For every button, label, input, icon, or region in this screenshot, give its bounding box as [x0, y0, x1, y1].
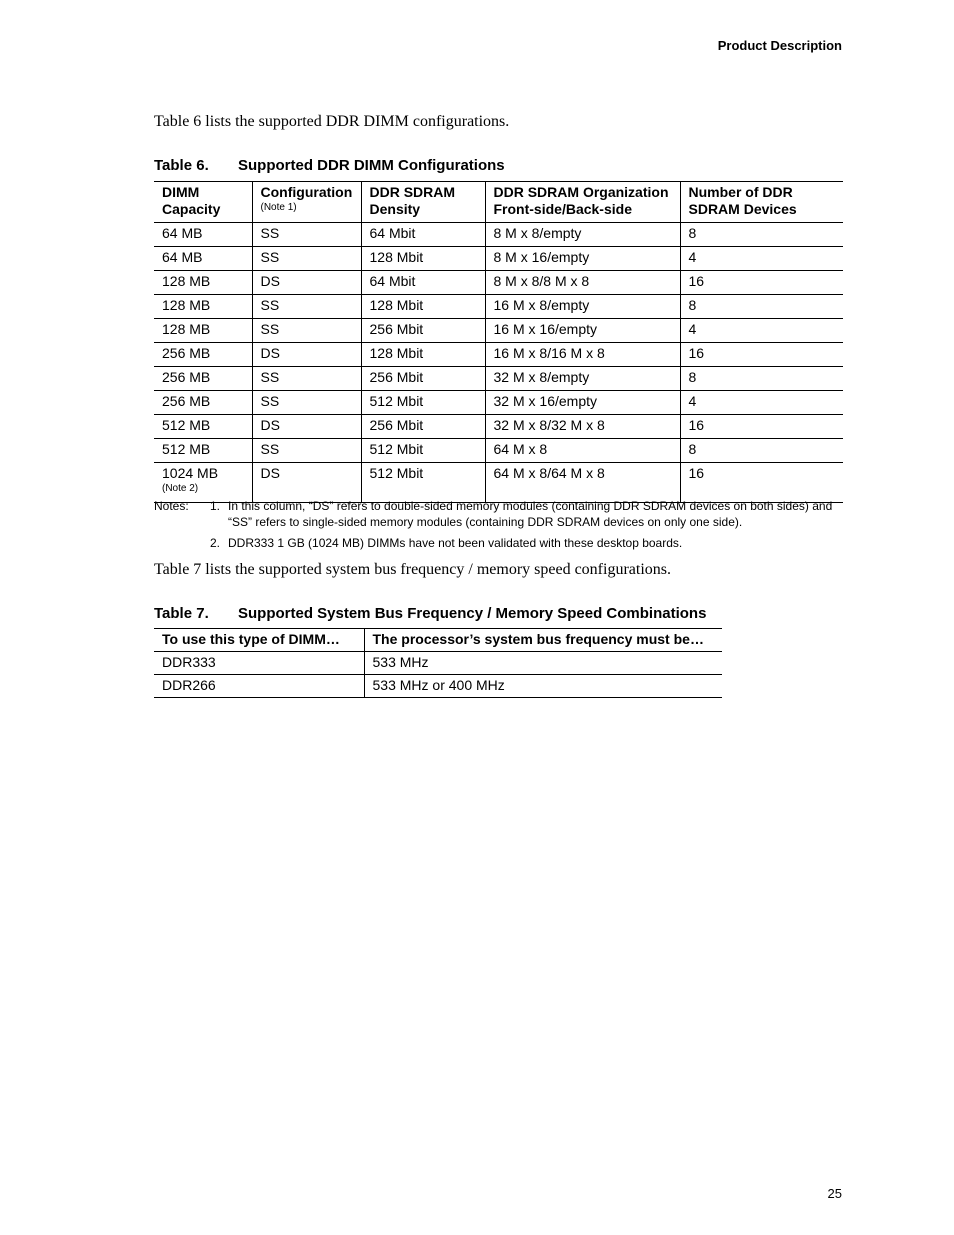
table7-caption — [154, 605, 706, 622]
header-dimm-type: To use this type of DIMM… — [154, 629, 364, 652]
cell-device-count: 16 — [680, 415, 843, 439]
cell-density: 64 Mbit — [361, 271, 485, 295]
cell-device-count: 16 — [680, 343, 843, 367]
cell-density: 256 Mbit — [361, 415, 485, 439]
running-header: Product Description — [717, 38, 842, 53]
cell-organization: 32 M x 8/empty — [485, 367, 680, 391]
table6-number: Table 6. — [154, 157, 209, 174]
cell-density: 64 Mbit — [361, 223, 485, 247]
cell-density: 256 Mbit — [361, 319, 485, 343]
table7-intro-paragraph: Table 7 lists the supported system bus frequency / memory speed configurations. — [154, 561, 671, 578]
table6-title: Supported DDR DIMM Configurations — [238, 157, 505, 174]
table-row — [154, 247, 843, 271]
header-note-ref: (Note 1) — [260, 202, 297, 213]
cell-device-count: 8 — [680, 295, 843, 319]
cell-dimm-type: DDR266 — [162, 677, 216, 693]
cell-organization: 64 M x 8/64 M x 8 — [485, 463, 680, 503]
header-organization: DDR SDRAM Organization Front-side/Back-side — [485, 182, 680, 223]
cell-device-count: 8 — [680, 439, 843, 463]
table-row — [154, 271, 843, 295]
page-number: 25 — [827, 1186, 842, 1201]
table6-notes — [154, 498, 844, 556]
note-item: 2. DDR333 1 GB (1024 MB) DIMMs have not been validated with these desktop boards. — [210, 536, 683, 550]
cell-device-count: 8 — [680, 223, 843, 247]
table6-intro-paragraph: Table 6 lists the supported DDR DIMM configurations. — [154, 113, 510, 130]
cell-density: 512 Mbit — [361, 391, 485, 415]
table7-title: Supported System Bus Frequency / Memory Speed Combinations — [238, 605, 707, 622]
cell-configuration: SS — [252, 319, 361, 343]
cell-density: 256 Mbit — [361, 367, 485, 391]
cell-configuration: SS — [252, 391, 361, 415]
cell-bus-frequency: 533 MHz or 400 MHz — [364, 675, 722, 698]
cell-organization: 16 M x 8/16 M x 8 — [485, 343, 680, 367]
cell-configuration: DS — [252, 415, 361, 439]
cell-capacity: 128 MB — [154, 295, 252, 319]
cell-organization: 8 M x 8/8 M x 8 — [485, 271, 680, 295]
cell-capacity: 1024 MB (Note 2) — [154, 463, 252, 503]
cell-capacity: 256 MB — [154, 343, 252, 367]
table-row — [154, 439, 843, 463]
cell-organization: 8 M x 16/empty — [485, 247, 680, 271]
header-configuration: Configuration (Note 1) — [252, 182, 361, 223]
table7-number: Table 7. — [154, 605, 209, 622]
cell-configuration: SS — [252, 367, 361, 391]
cell-density: 128 Mbit — [361, 247, 485, 271]
cell-capacity: 128 MB — [154, 271, 252, 295]
table-row — [154, 343, 843, 367]
cell-device-count: 16 — [680, 271, 843, 295]
cell-device-count: 8 — [680, 367, 843, 391]
table-row — [154, 415, 843, 439]
header-bus-frequency: The processor’s system bus frequency must be… — [364, 629, 722, 652]
cell-organization: 64 M x 8 — [485, 439, 680, 463]
table-row — [154, 463, 843, 503]
cell-organization: 8 M x 8/empty — [485, 223, 680, 247]
cell-configuration: SS — [252, 439, 361, 463]
header-dimm-capacity: DIMM Capacity — [154, 182, 252, 223]
note-item: 1. In this column, “DS” refers to double-sided memory modules (containing DDR SDRAM devices on both sides) and “SS” refers to single-sided memory modules (containing DDR SDRAM devices on only one side). — [210, 499, 833, 529]
cell-density: 512 Mbit — [361, 463, 485, 503]
cell-organization: 16 M x 8/empty — [485, 295, 680, 319]
cell-configuration: SS — [252, 223, 361, 247]
cell-dimm-type: DDR333 — [154, 652, 364, 675]
cell-configuration: SS — [252, 295, 361, 319]
cell-configuration: SS — [252, 247, 361, 271]
table-header-row — [154, 182, 843, 223]
cell-configuration: DS — [252, 343, 361, 367]
cell-device-count: 4 — [680, 247, 843, 271]
cell-device-count: 4 — [680, 319, 843, 343]
cell-capacity: 512 MB — [154, 439, 252, 463]
cell-capacity: 64 MB — [154, 247, 252, 271]
cell-organization: 32 M x 16/empty — [485, 391, 680, 415]
header-density: DDR SDRAM Density — [361, 182, 485, 223]
cell-capacity: 64 MB — [154, 223, 252, 247]
cell-density: 512 Mbit — [361, 439, 485, 463]
cell-device-count: 4 — [680, 391, 843, 415]
cell-configuration: DS — [252, 271, 361, 295]
row-note-ref: (Note 2) — [162, 483, 199, 494]
cell-capacity: 128 MB — [154, 319, 252, 343]
cell-density: 128 Mbit — [361, 295, 485, 319]
table-row — [154, 675, 722, 698]
cell-capacity: 512 MB — [154, 415, 252, 439]
cell-device-count: 16 — [680, 463, 843, 503]
table6-caption — [154, 157, 505, 174]
table-header-row — [154, 629, 722, 652]
table-row — [154, 295, 843, 319]
cell-configuration: DS — [252, 463, 361, 503]
cell-density: 128 Mbit — [361, 343, 485, 367]
table-row — [154, 391, 843, 415]
cell-organization: 16 M x 16/empty — [485, 319, 680, 343]
notes-label: Notes: — [154, 499, 189, 513]
cell-organization: 32 M x 8/32 M x 8 — [485, 415, 680, 439]
bus-frequency-table — [154, 628, 722, 698]
table-row — [154, 652, 722, 675]
cell-bus-frequency: 533 MHz — [364, 652, 722, 675]
cell-capacity: 256 MB — [154, 391, 252, 415]
table-row — [154, 367, 843, 391]
ddr-dimm-config-table — [154, 181, 843, 503]
table-row — [154, 319, 843, 343]
header-device-count: Number of DDR SDRAM Devices — [680, 182, 843, 223]
table-row — [154, 223, 843, 247]
cell-capacity: 256 MB — [154, 367, 252, 391]
